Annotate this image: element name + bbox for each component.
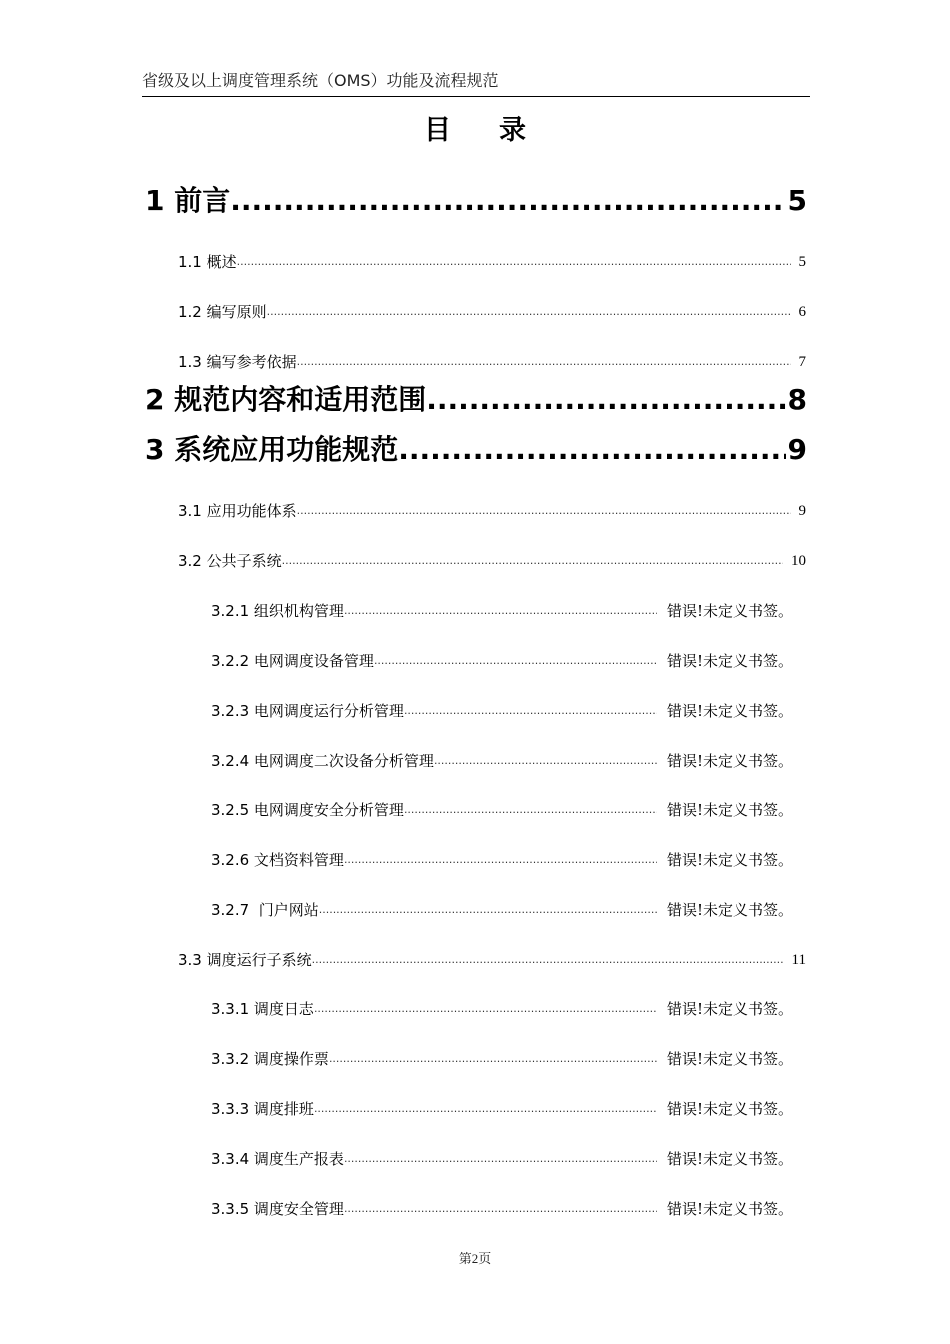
toc-entry[interactable] xyxy=(211,849,803,871)
toc-entry-page: 错误!未定义书签。 xyxy=(667,752,794,770)
toc-leader xyxy=(344,1198,657,1220)
toc-entry-page: 错误!未定义书签。 xyxy=(667,602,794,620)
toc-entry-page: 错误!未定义书签。 xyxy=(667,901,794,919)
toc-leader xyxy=(344,849,657,871)
toc-entry[interactable] xyxy=(145,181,807,221)
toc-leader xyxy=(374,650,657,672)
toc-leader xyxy=(297,500,791,522)
toc-leader xyxy=(237,251,791,273)
toc-leader xyxy=(319,899,657,921)
toc-leader xyxy=(404,799,657,821)
toc-leader xyxy=(267,301,791,323)
toc-leader xyxy=(297,351,791,373)
toc-entry-page: 错误!未定义书签。 xyxy=(667,1200,794,1218)
toc-leader xyxy=(344,1148,657,1170)
toc-entry-page: 7 xyxy=(798,354,806,370)
toc-leader xyxy=(282,550,783,572)
toc-entry-page: 错误!未定义书签。 xyxy=(667,851,794,869)
toc-entry-label: 3.2.3 电网调度运行分析管理 xyxy=(211,702,404,720)
toc-entry-label: 1.1 概述 xyxy=(178,253,237,271)
toc-entry[interactable] xyxy=(211,600,803,622)
toc-leader xyxy=(404,700,657,722)
page-footer xyxy=(0,1248,950,1267)
toc-entry-label: 3.3.1 调度日志 xyxy=(211,1000,314,1018)
toc-leader xyxy=(230,181,785,221)
toc-entry-page: 5 xyxy=(787,184,807,217)
toc-entry-label: 3.1 应用功能体系 xyxy=(178,502,297,520)
toc-leader xyxy=(344,600,657,622)
toc-entry-label: 3.2 公共子系统 xyxy=(178,552,282,570)
toc-entry-label: 1.2 编写原则 xyxy=(178,303,267,321)
toc-entry-label: 2 规范内容和适用范围 xyxy=(145,383,427,416)
toc-entry-label: 3.3.5 调度安全管理 xyxy=(211,1200,344,1218)
toc-entry-label: 3.2.4 电网调度二次设备分析管理 xyxy=(211,752,434,770)
toc-entry[interactable] xyxy=(211,799,803,821)
toc-entry-page: 错误!未定义书签。 xyxy=(667,652,794,670)
toc-entry[interactable] xyxy=(211,700,803,722)
toc-entry[interactable] xyxy=(178,351,806,373)
toc-entry[interactable] xyxy=(211,1148,803,1170)
toc-entry-page: 9 xyxy=(798,503,806,519)
toc-entry-page: 错误!未定义书签。 xyxy=(667,702,794,720)
toc-entry-label: 3.2.7 门户网站 xyxy=(211,901,319,919)
toc-entry[interactable] xyxy=(211,998,803,1020)
toc-entry[interactable] xyxy=(145,380,807,420)
toc-entry[interactable] xyxy=(178,500,806,522)
toc-leader xyxy=(314,998,657,1020)
toc-entry[interactable] xyxy=(211,1198,803,1220)
toc-leader xyxy=(312,949,784,971)
page-header xyxy=(142,70,810,97)
toc-entry-label: 3.3.3 调度排班 xyxy=(211,1100,314,1118)
toc-entry-page: 8 xyxy=(787,383,807,416)
toc-entry-label: 1 前言 xyxy=(145,184,231,217)
toc-entry[interactable] xyxy=(178,301,806,323)
toc-entry[interactable] xyxy=(178,251,806,273)
toc-entry-label: 3.3.2 调度操作票 xyxy=(211,1050,329,1068)
toc-entry-page: 5 xyxy=(798,254,806,270)
toc-leader xyxy=(314,1098,657,1120)
toc-entry-page: 6 xyxy=(798,304,806,320)
toc-leader xyxy=(434,750,657,772)
toc-leader xyxy=(398,430,785,470)
toc-entry[interactable] xyxy=(211,1098,803,1120)
toc-entry-page: 9 xyxy=(787,433,807,466)
toc-entry[interactable] xyxy=(211,899,803,921)
toc-entry[interactable] xyxy=(211,1048,803,1070)
toc-entry-label: 3.2.1 组织机构管理 xyxy=(211,602,344,620)
toc-entry-label: 3.3 调度运行子系统 xyxy=(178,951,312,969)
toc-entry-page: 错误!未定义书签。 xyxy=(667,1050,794,1068)
toc-leader xyxy=(329,1048,657,1070)
toc-entry-page: 错误!未定义书签。 xyxy=(667,801,794,819)
toc-entry-label: 3.3.4 调度生产报表 xyxy=(211,1150,344,1168)
toc-entry-label: 3.2.2 电网调度设备管理 xyxy=(211,652,374,670)
toc-title: 目录 xyxy=(424,115,574,146)
toc-entry-label: 1.3 编写参考依据 xyxy=(178,353,297,371)
toc-entry-page: 错误!未定义书签。 xyxy=(667,1100,794,1118)
toc-entry[interactable] xyxy=(145,430,807,470)
toc-entry-page: 错误!未定义书签。 xyxy=(667,1000,794,1018)
toc-entry-page: 10 xyxy=(791,553,806,569)
page-number: 第2页 xyxy=(458,1251,492,1266)
toc-entry[interactable] xyxy=(211,750,803,772)
toc-entry[interactable] xyxy=(178,550,806,572)
header-title: 省级及以上调度管理系统（OMS）功能及流程规范 xyxy=(142,71,499,90)
toc-entry-page: 11 xyxy=(791,952,806,968)
toc-entry[interactable] xyxy=(178,949,806,971)
toc-entry[interactable] xyxy=(211,650,803,672)
toc-leader xyxy=(426,380,785,420)
toc-entry-label: 3 系统应用功能规范 xyxy=(145,433,399,466)
toc-entry-label: 3.2.5 电网调度安全分析管理 xyxy=(211,801,404,819)
toc-entry-page: 错误!未定义书签。 xyxy=(667,1150,794,1168)
toc-entry-label: 3.2.6 文档资料管理 xyxy=(211,851,344,869)
